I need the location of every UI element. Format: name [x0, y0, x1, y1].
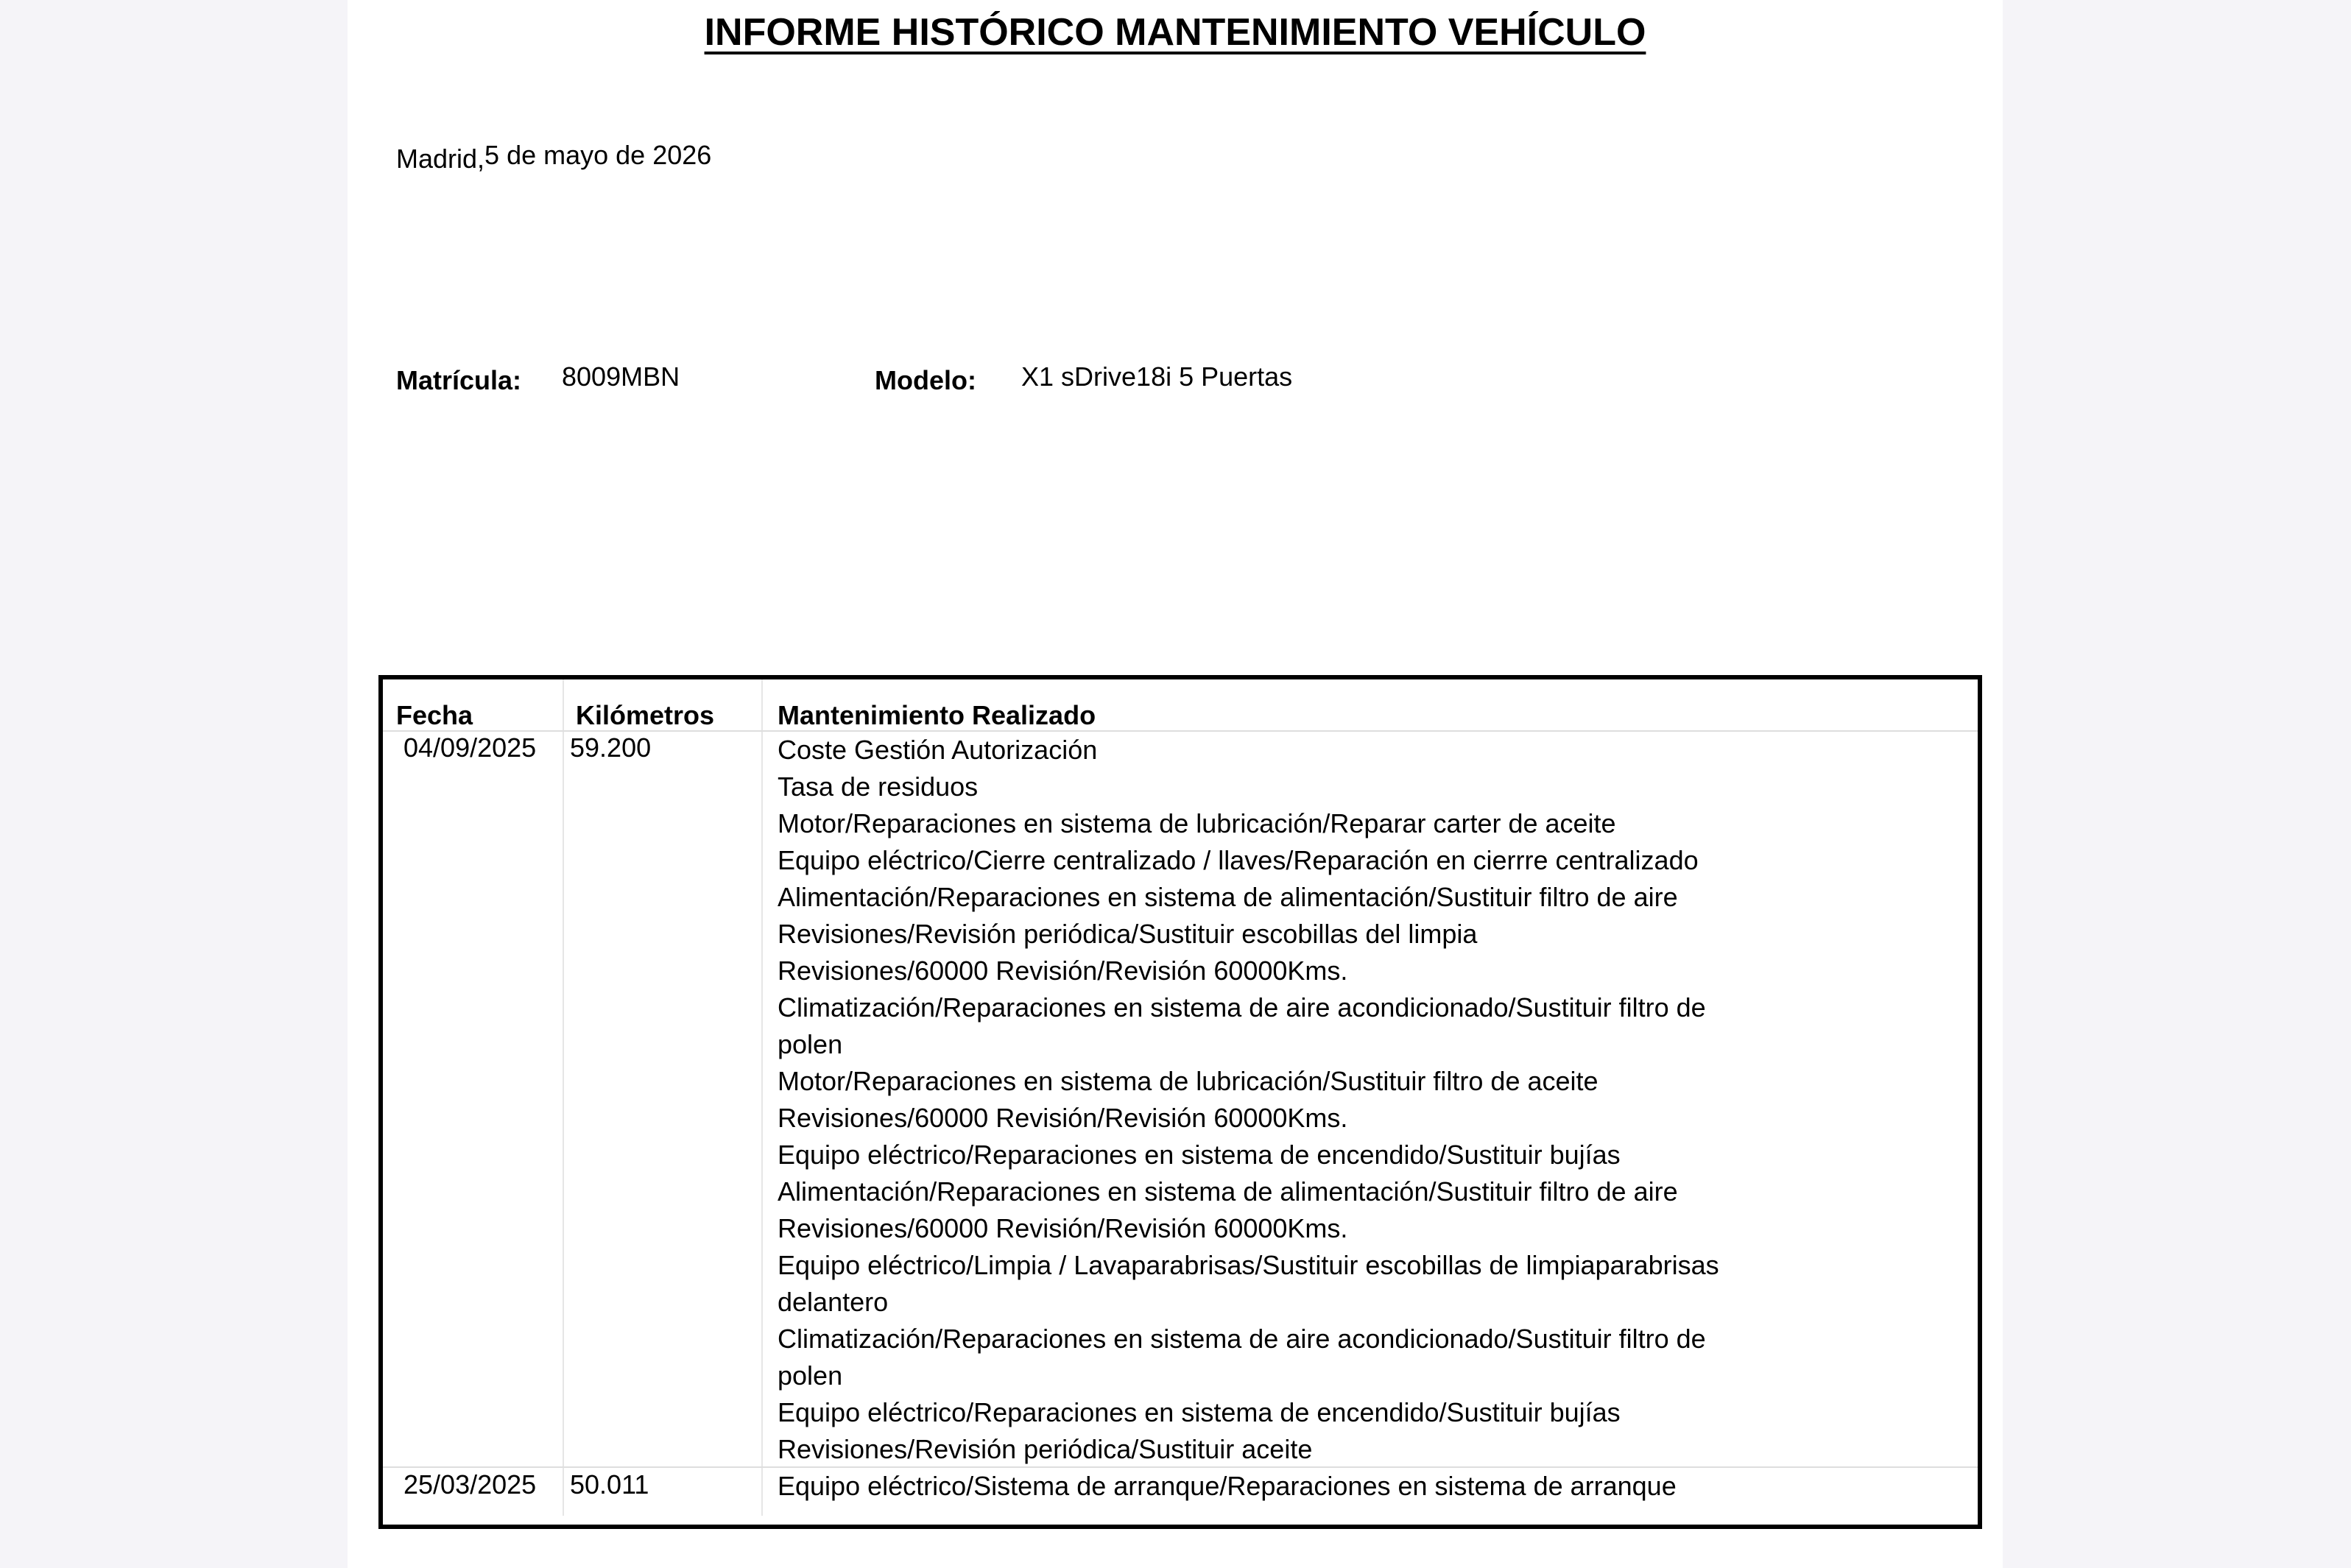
- maintenance-item: Alimentación/Reparaciones en sistema de alimentación/Sustituir filtro de aire: [778, 1176, 1678, 1207]
- plate-label: Matrícula:: [396, 365, 522, 395]
- model-value: X1 sDrive18i 5 Puertas: [1021, 361, 1293, 392]
- maintenance-item: Equipo eléctrico/Limpia / Lavaparabrisas/Sustituir escobillas de limpiaparabrisas delantero: [778, 1250, 1719, 1317]
- row-date: 04/09/2025: [403, 732, 537, 763]
- column-divider: [563, 679, 564, 1516]
- column-divider: [761, 679, 763, 1516]
- model-label: Modelo:: [875, 365, 976, 395]
- maintenance-item: Revisiones/Revisión periódica/Sustituir escobillas del limpia: [778, 919, 1478, 949]
- maintenance-item: Revisiones/Revisión periódica/Sustituir aceite: [778, 1434, 1313, 1464]
- maintenance-item: Coste Gestión Autorización: [778, 735, 1098, 765]
- report-title: INFORME HISTÓRICO MANTENIMIENTO VEHÍCULO: [704, 11, 1646, 54]
- row-km: 59.200: [570, 732, 652, 763]
- report-page: [348, 0, 2003, 1568]
- maintenance-item: Climatización/Reparaciones en sistema de aire acondicionado/Sustituir filtro de polen: [778, 992, 1706, 1059]
- maintenance-item: Equipo eléctrico/Sistema de arranque/Reparaciones en sistema de arranque: [778, 1471, 1677, 1501]
- header-km: Kilómetros: [576, 700, 715, 730]
- maintenance-item: Equipo eléctrico/Reparaciones en sistema de encendido/Sustituir bujías: [778, 1140, 1621, 1170]
- report-date: 5 de mayo de 2026: [484, 140, 712, 170]
- header-maintenance: Mantenimiento Realizado: [778, 700, 1096, 730]
- maintenance-item: Tasa de residuos: [778, 771, 979, 802]
- maintenance-item: Revisiones/60000 Revisión/Revisión 60000Kms.: [778, 1103, 1348, 1133]
- plate-value: 8009MBN: [562, 361, 680, 392]
- maintenance-item: Motor/Reparaciones en sistema de lubricación/Sustituir filtro de aceite: [778, 1066, 1599, 1096]
- maintenance-item: Climatización/Reparaciones en sistema de aire acondicionado/Sustituir filtro de polen: [778, 1324, 1706, 1391]
- maintenance-table: [378, 675, 1982, 1529]
- row-km: 50.011: [570, 1469, 649, 1500]
- maintenance-item: Motor/Reparaciones en sistema de lubricación/Reparar carter de aceite: [778, 808, 1616, 838]
- row-date: 25/03/2025: [403, 1469, 537, 1500]
- maintenance-item: Revisiones/60000 Revisión/Revisión 60000Kms.: [778, 1213, 1348, 1243]
- maintenance-item: Alimentación/Reparaciones en sistema de alimentación/Sustituir filtro de aire: [778, 882, 1678, 912]
- maintenance-list: [778, 1468, 1749, 1505]
- header-date: Fecha: [396, 700, 473, 730]
- report-date-line: [396, 140, 711, 174]
- maintenance-item: Equipo eléctrico/Cierre centralizado / llaves/Reparación en cierrre centralizado: [778, 845, 1699, 875]
- maintenance-item: Revisiones/60000 Revisión/Revisión 60000Kms.: [778, 956, 1348, 986]
- maintenance-list: [778, 732, 1749, 1468]
- report-city: Madrid,: [396, 144, 485, 174]
- maintenance-item: Equipo eléctrico/Reparaciones en sistema de encendido/Sustituir bujías: [778, 1397, 1621, 1427]
